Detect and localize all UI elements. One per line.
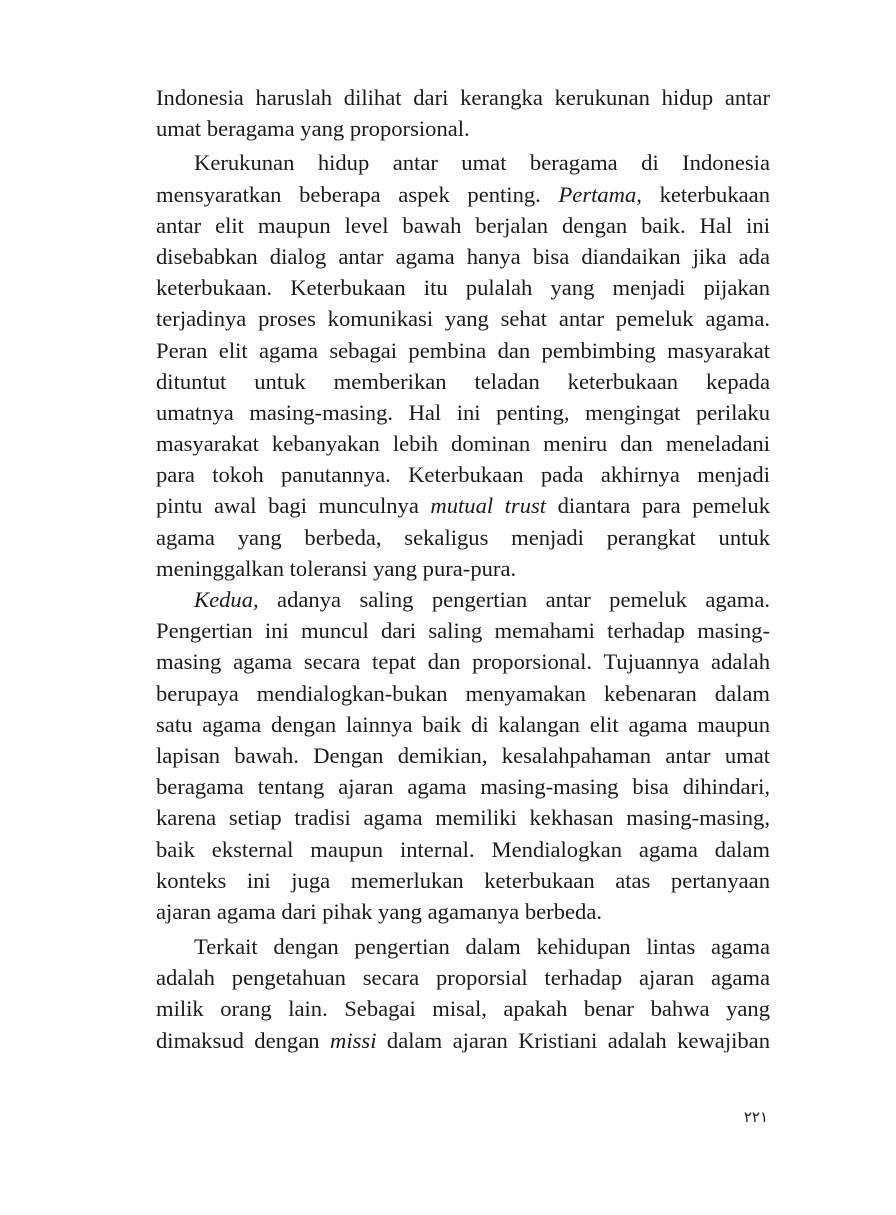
text-line xyxy=(156,428,770,459)
text-line xyxy=(156,771,770,802)
text-segment: beragama tentang ajaran agama masing-masing bisa dihindari, xyxy=(156,774,770,800)
text-line xyxy=(156,896,770,927)
text-line xyxy=(156,584,770,615)
text-segment: berupaya mendialogkan-bukan menyamakan kebenaran dalam xyxy=(156,680,770,706)
text-segment: Terkait dengan pengertian dalam kehidupan lintas agama xyxy=(194,934,770,960)
body-text xyxy=(156,82,770,1056)
text-segment: mensyaratkan beberapa aspek penting. xyxy=(156,181,559,207)
text-segment: Peran elit agama sebagai pembina dan pembimbing masyarakat xyxy=(156,337,770,363)
text-segment: ajaran agama dari pihak yang agamanya berbeda. xyxy=(156,898,602,924)
italic-text: mutual trust xyxy=(430,493,547,519)
text-line xyxy=(156,615,770,646)
text-line xyxy=(156,993,770,1024)
text-line xyxy=(156,272,770,303)
text-segment: konteks ini juga memerlukan keterbukaan atas pertanyaan xyxy=(156,867,770,893)
text-segment: adanya saling pengertian antar pemeluk agama. xyxy=(258,587,770,612)
text-segment: milik orang lain. Sebagai misal, apakah benar bahwa yang xyxy=(156,996,770,1022)
text-segment: terjadinya proses komunikasi yang sehat antar pemeluk agama. xyxy=(156,306,770,332)
text-line xyxy=(156,678,770,709)
text-segment: meninggalkan toleransi yang pura-pura. xyxy=(156,555,517,581)
text-line xyxy=(156,113,770,144)
text-segment: dalam ajaran Kristiani adalah kewajiban xyxy=(376,1027,771,1053)
text-segment: , keterbukaan xyxy=(636,181,770,207)
text-line xyxy=(156,553,770,584)
text-segment: Kerukunan hidup antar umat beragama di Indonesia xyxy=(194,150,770,176)
text-line xyxy=(156,646,770,677)
text-line xyxy=(156,931,770,962)
paragraph xyxy=(156,931,770,1056)
text-segment: antar elit maupun level bawah berjalan dengan baik. Hal ini xyxy=(156,212,770,238)
page-number: ٢٢١ xyxy=(743,1108,768,1126)
text-segment: keterbukaan. Keterbukaan itu pulalah yang menjadi pijakan xyxy=(156,275,770,301)
paragraph xyxy=(156,147,770,584)
text-segment: masing agama secara tepat dan proporsional. Tujuannya adalah xyxy=(156,649,770,675)
text-line xyxy=(156,82,770,113)
italic-text: missi xyxy=(330,1027,377,1053)
text-segment: baik eksternal maupun internal. Mendialogkan agama dalam xyxy=(156,836,770,862)
text-segment: dituntut untuk memberikan teladan keterbukaan kepada xyxy=(156,368,770,394)
text-line xyxy=(156,210,770,241)
text-segment: umat beragama yang proporsional. xyxy=(156,116,470,142)
text-line xyxy=(156,865,770,896)
text-segment: Indonesia haruslah dilihat dari kerangka kerukunan hidup antar xyxy=(156,85,770,110)
text-segment: satu agama dengan lainnya baik di kalangan elit agama maupun xyxy=(156,711,770,737)
text-line xyxy=(156,834,770,865)
italic-text: Kedua, xyxy=(194,587,259,612)
text-line xyxy=(156,335,770,366)
text-line xyxy=(156,366,770,397)
text-segment: karena setiap tradisi agama memiliki kekhasan masing-masing, xyxy=(156,805,770,831)
text-segment: diantara para pemeluk xyxy=(546,493,770,519)
text-segment: umatnya masing-masing. Hal ini penting, mengingat perilaku xyxy=(156,399,770,425)
text-segment: Pengertian ini muncul dari saling memahami terhadap masing- xyxy=(156,618,770,644)
text-line xyxy=(156,740,770,771)
italic-text: Pertama xyxy=(558,181,637,207)
text-line xyxy=(156,147,770,178)
paragraph xyxy=(156,584,770,927)
text-segment: dimaksud dengan xyxy=(156,1027,331,1053)
text-segment: pintu awal bagi munculnya xyxy=(156,493,431,519)
text-segment: masyarakat kebanyakan lebih dominan meniru dan meneladani xyxy=(156,431,770,457)
text-line xyxy=(156,303,770,334)
text-line xyxy=(156,962,770,993)
text-line xyxy=(156,709,770,740)
text-line xyxy=(156,490,770,521)
text-line xyxy=(156,802,770,833)
text-line xyxy=(156,241,770,272)
text-line xyxy=(156,1025,770,1056)
text-line xyxy=(156,522,770,553)
text-segment: agama yang berbeda, sekaligus menjadi perangkat untuk xyxy=(156,524,770,550)
text-segment: adalah pengetahuan secara proporsial terhadap ajaran agama xyxy=(156,965,770,991)
text-line xyxy=(156,459,770,490)
text-line xyxy=(156,179,770,210)
paragraph xyxy=(156,82,770,144)
text-line xyxy=(156,397,770,428)
text-segment: lapisan bawah. Dengan demikian, kesalahpahaman antar umat xyxy=(156,742,770,768)
text-segment: disebabkan dialog antar agama hanya bisa diandaikan jika ada xyxy=(156,243,770,269)
text-segment: para tokoh panutannya. Keterbukaan pada akhirnya menjadi xyxy=(156,462,770,488)
